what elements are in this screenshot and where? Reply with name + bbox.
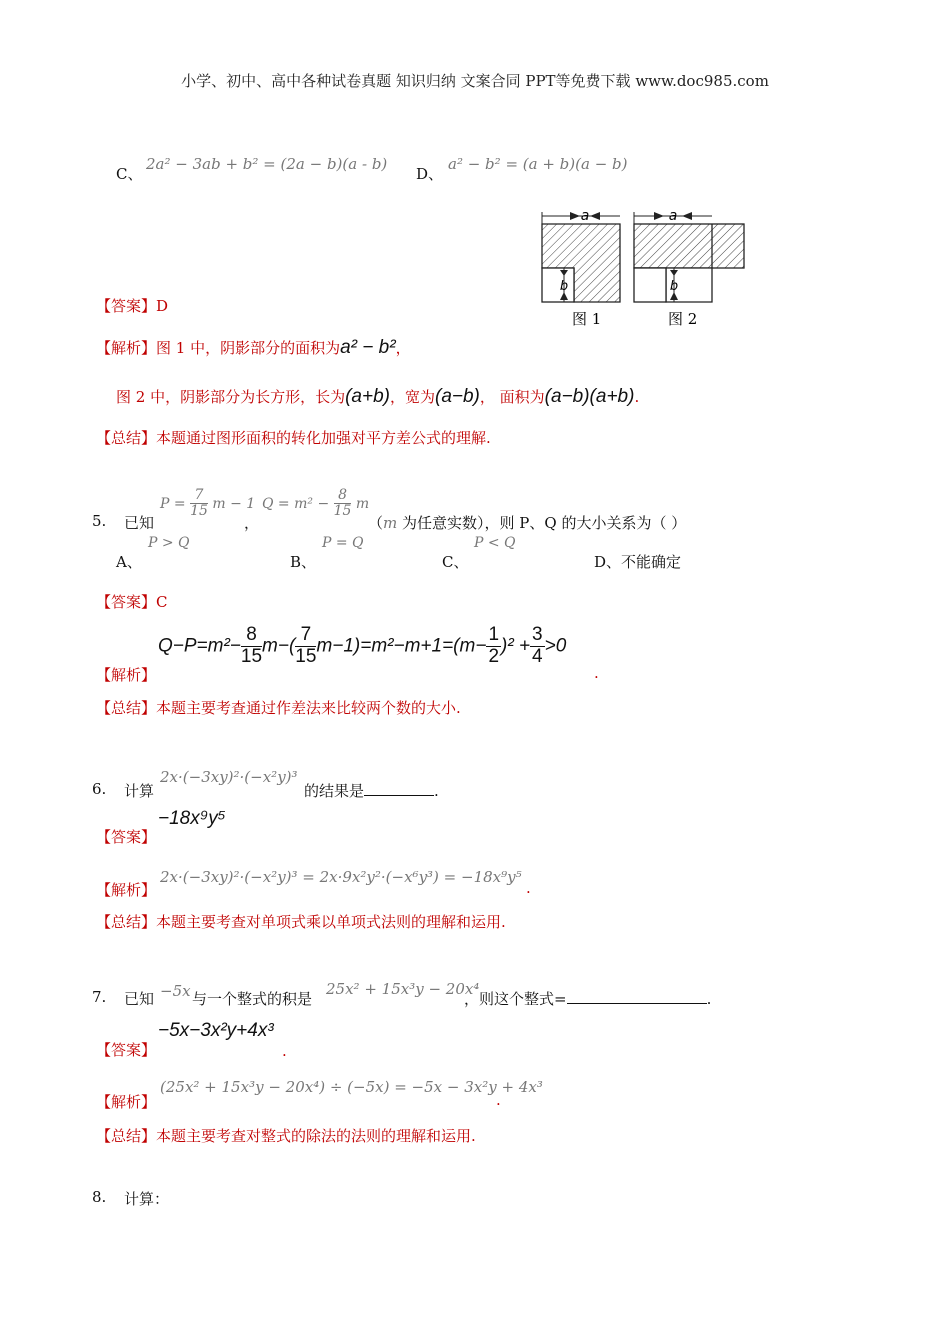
summary-text: 本题主要考查对整式的除法的法则的理解和运用.	[156, 1127, 476, 1145]
q6-analysis-expression: 2x·(−3xy)²·(−x²y)³ = 2x·9x²y²·(−x⁶y³) = −18x⁹y⁵	[160, 868, 522, 886]
q5-analysis-expression	[158, 625, 566, 668]
q7-stem-expr1: −5x	[160, 982, 191, 1000]
q5-p-definition	[160, 488, 255, 520]
q6-answer-expression: −18x⁹y⁵	[158, 808, 226, 829]
q5-stem-b	[368, 512, 686, 533]
frac-den: 15	[240, 645, 263, 667]
q8-stem: 计算：	[124, 1190, 170, 1208]
analysis-tag: 【解析】	[96, 339, 157, 357]
expr-part: )² +	[501, 635, 531, 657]
analysis-text-end: ，	[395, 339, 411, 357]
p-def-right: m − 1	[212, 495, 256, 512]
analysis-text: ， 面积为	[479, 388, 545, 406]
q5-answer	[96, 591, 168, 612]
answer-value: C	[156, 593, 168, 611]
analysis-text: 图 2 中，阴影部分为长方形，长为	[116, 388, 346, 406]
figure-1	[542, 208, 620, 328]
width-expr: (a−b)	[435, 386, 480, 407]
q6-answer-tag: 【答案】	[96, 828, 157, 846]
summary-tag: 【总结】	[96, 429, 157, 447]
answer-tag: 【答案】	[96, 593, 157, 611]
summary-text: 本题通过图形面积的转化加强对平方差公式的理解.	[156, 429, 491, 447]
option-c-label: C、	[116, 165, 143, 183]
q7-stem-c	[464, 988, 711, 1009]
paren-open: （	[368, 514, 384, 532]
q7-summary	[96, 1125, 476, 1146]
q4-analysis-line2	[116, 386, 639, 408]
q5-opt-a-label: A、	[116, 553, 142, 571]
q4-summary	[96, 427, 491, 448]
q6-summary	[96, 911, 506, 932]
analysis-text: 图 1 中，阴影部分的面积为	[156, 339, 341, 357]
option-d-expression: a² − b² = (a + b)(a − b)	[448, 155, 628, 173]
q5-opt-d: D、不能确定	[594, 553, 682, 571]
stem-end: .	[434, 782, 439, 800]
frac-den: 15	[295, 645, 317, 667]
fig2-label-a: a	[668, 208, 678, 224]
q7-answer-expression: −5x−3x²y+4x³	[158, 1020, 274, 1041]
q5-opt-b-label: B、	[290, 553, 317, 571]
area-expr: (a−b)(a+b)	[544, 386, 635, 407]
q5-q-definition	[262, 488, 369, 520]
answer-blank	[364, 795, 434, 796]
stem-text: 的结果是	[304, 782, 365, 800]
analysis-text: ，宽为	[389, 388, 435, 406]
p-frac-num: 7	[190, 488, 208, 504]
q4-analysis-line1	[96, 337, 411, 359]
q7-answer-end: .	[282, 1042, 287, 1060]
q8-number: 8.	[92, 1188, 107, 1206]
frac-num: 7	[295, 625, 316, 647]
q5-summary	[96, 697, 461, 718]
q-frac-den: 15	[333, 503, 352, 520]
stem-rest: 为任意实数），则 P、Q 的大小关系为（ ）	[397, 514, 687, 532]
answer-tag: 【答案】	[96, 297, 157, 315]
q7-answer-tag: 【答案】	[96, 1041, 157, 1059]
q6-analysis-end: .	[526, 879, 531, 897]
q5-comma: ，	[244, 514, 260, 532]
q5-analysis-tag: 【解析】	[96, 666, 157, 684]
summary-tag: 【总结】	[96, 1127, 157, 1145]
fig2-label-b: b	[669, 279, 679, 294]
figure-diagram	[532, 206, 752, 331]
var-m: m	[383, 514, 398, 532]
summary-text: 本题主要考查通过作差法来比较两个数的大小.	[156, 699, 461, 717]
q5-opt-c-label: C、	[442, 553, 469, 571]
q5-analysis-end: .	[594, 664, 599, 682]
frac-den: 4	[532, 645, 543, 667]
q7-stem-b: 与一个整式的积是	[192, 990, 313, 1008]
stem-end: .	[706, 990, 712, 1008]
frac-den: 2	[488, 645, 500, 667]
q7-analysis-tag: 【解析】	[96, 1093, 157, 1111]
fig1-label-a: a	[580, 208, 590, 224]
option-d-label: D、	[416, 165, 444, 183]
expr-part: Q−P=m²−	[158, 635, 241, 657]
q5-opt-a-expr: P > Q	[148, 535, 190, 551]
frac-num: 3	[532, 624, 543, 645]
q-frac-num: 8	[334, 488, 352, 504]
p-def-left: P =	[160, 495, 186, 512]
q6-stem-a: 计算	[124, 782, 155, 800]
summary-tag: 【总结】	[96, 699, 157, 717]
fig1-label-b: b	[559, 279, 569, 294]
fig2-caption: 图 2	[668, 310, 698, 328]
q5-opt-c-expr: P < Q	[474, 535, 516, 551]
answer-blank	[567, 1003, 707, 1004]
q6-analysis-tag: 【解析】	[96, 881, 157, 899]
q5-number: 5.	[92, 512, 107, 530]
q5-opt-b-expr: P = Q	[322, 535, 364, 551]
q6-stem-expression: 2x·(−3xy)²·(−x²y)³	[160, 768, 298, 786]
expr-part: >0	[544, 635, 567, 657]
figure-2	[634, 208, 744, 328]
frac-num: 1	[488, 624, 500, 645]
summary-text: 本题主要考查对单项式乘以单项式法则的理解和运用.	[156, 913, 506, 931]
fig1-caption: 图 1	[572, 310, 602, 328]
q7-analysis-expression: (25x² + 15x³y − 20x⁴) ÷ (−5x) = −5x − 3x²y + 4x³	[160, 1078, 543, 1096]
expr-part: m−1)=m²−m+1=(m−	[316, 635, 487, 657]
q6-number: 6.	[92, 780, 107, 798]
q7-number: 7.	[92, 988, 107, 1006]
page-header: 小学、初中、高中各种试卷真题 知识归纳 文案合同 PPT等免费下载 www.doc985.com	[181, 72, 769, 90]
q4-answer	[96, 295, 168, 316]
length-expr: (a+b)	[345, 386, 390, 407]
analysis-expr: a² − b²	[340, 337, 396, 358]
q7-stem-expr2: 25x² + 15x³y − 20x⁴	[326, 980, 480, 998]
expr-part: m−(	[262, 635, 296, 657]
q7-stem-a: 已知	[124, 990, 155, 1008]
q6-stem-b	[304, 780, 439, 801]
stem-text: ，则这个整式=	[464, 990, 567, 1008]
answer-value: D	[156, 297, 169, 315]
p-frac-den: 15	[190, 503, 208, 520]
q-def-right: m	[355, 495, 370, 512]
q-def-left: Q = m² −	[262, 495, 330, 512]
analysis-text-end: .	[634, 388, 640, 406]
q5-stem-a: 已知	[124, 514, 155, 532]
summary-tag: 【总结】	[96, 913, 157, 931]
option-c-expression: 2a² − 3ab + b² = (2a − b)(a - b)	[146, 155, 388, 173]
frac-num: 8	[241, 625, 262, 647]
q7-analysis-end: .	[496, 1091, 501, 1109]
